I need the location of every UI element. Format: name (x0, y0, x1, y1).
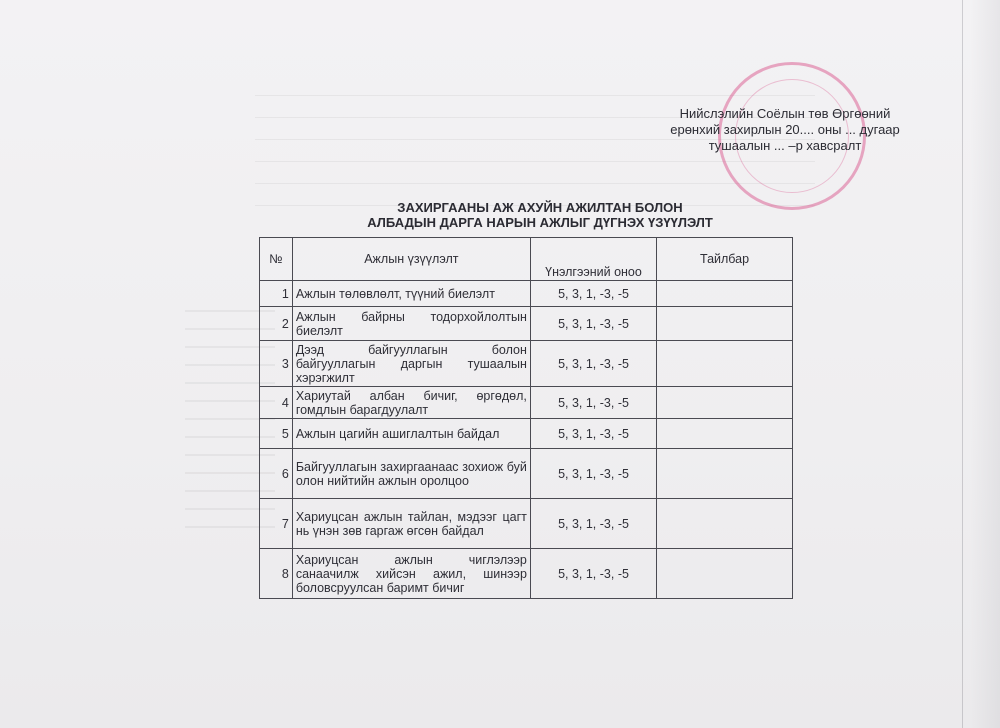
row-criterion: Хариуцсан ажлын чиглэлээр санаачилж хийсэн ажил, шинээр боловсруулсан баримт бичиг (292, 549, 530, 599)
row-note (657, 499, 793, 549)
table-row (260, 341, 793, 387)
document-title (300, 200, 780, 230)
row-score: 5, 3, 1, -3, -5 (530, 449, 656, 499)
approval-note (640, 106, 930, 154)
title-line-1: ЗАХИРГААНЫ АЖ АХУЙН АЖИЛТАН БОЛОН (397, 200, 683, 215)
row-score: 5, 3, 1, -3, -5 (530, 341, 656, 387)
row-score: 5, 3, 1, -3, -5 (530, 419, 656, 449)
approval-line-3: тушаалын ... –р хавсралт (708, 138, 862, 153)
row-number: 5 (260, 419, 293, 449)
title-line-2: АЛБАДЫН ДАРГА НАРЫН АЖЛЫГ ДҮГНЭХ ҮЗҮҮЛЭЛТ (367, 215, 713, 230)
table-row (260, 281, 793, 307)
evaluation-table (259, 237, 793, 599)
row-number: 8 (260, 549, 293, 599)
row-note (657, 449, 793, 499)
row-number: 2 (260, 307, 293, 341)
row-note (657, 387, 793, 419)
table-row (260, 449, 793, 499)
row-number: 4 (260, 387, 293, 419)
row-note (657, 341, 793, 387)
page-edge-line (962, 0, 963, 728)
row-criterion: Ажлын төлөвлөлт, түүний биелэлт (292, 281, 530, 307)
row-score: 5, 3, 1, -3, -5 (530, 549, 656, 599)
row-criterion: Ажлын байрны тодорхойлолтын биелэлт (292, 307, 530, 341)
row-number: 6 (260, 449, 293, 499)
header-score: Үнэлгээний оноо (530, 238, 656, 281)
row-criterion: Байгууллагын захиргаанаас зохиож буй олон нийтийн ажлын оролцоо (292, 449, 530, 499)
row-note (657, 419, 793, 449)
row-number: 7 (260, 499, 293, 549)
row-criterion: Хариуцсан ажлын тайлан, мэдээг цагт нь үнэн зөв гаргаж өгсөн байдал (292, 499, 530, 549)
row-note (657, 549, 793, 599)
row-criterion: Ажлын цагийн ашиглалтын байдал (292, 419, 530, 449)
row-note (657, 307, 793, 341)
row-number: 3 (260, 341, 293, 387)
row-score: 5, 3, 1, -3, -5 (530, 281, 656, 307)
header-number: № (260, 238, 293, 281)
table-header-row (260, 238, 793, 281)
approval-line-1: Нийслэлийн Соёлын төв Өргөөний (679, 106, 891, 121)
table-row (260, 387, 793, 419)
row-note (657, 281, 793, 307)
row-score: 5, 3, 1, -3, -5 (530, 307, 656, 341)
header-criterion: Ажлын үзүүлэлт (292, 238, 530, 281)
page-edge-shadow (970, 0, 1000, 728)
row-criterion: Хариутай албан бичиг, өргөдөл, гомдлын барагдуулалт (292, 387, 530, 419)
table-row (260, 549, 793, 599)
row-score: 5, 3, 1, -3, -5 (530, 387, 656, 419)
approval-line-2: ерөнхий захирлын 20.... оны ... дугаар (670, 122, 900, 137)
row-criterion: Дээд байгууллагын болон байгууллагын даргын тушаалын хэрэгжилт (292, 341, 530, 387)
table-row (260, 307, 793, 341)
row-number: 1 (260, 281, 293, 307)
table-row (260, 499, 793, 549)
table-row (260, 419, 793, 449)
header-note: Тайлбар (657, 238, 793, 281)
row-score: 5, 3, 1, -3, -5 (530, 499, 656, 549)
